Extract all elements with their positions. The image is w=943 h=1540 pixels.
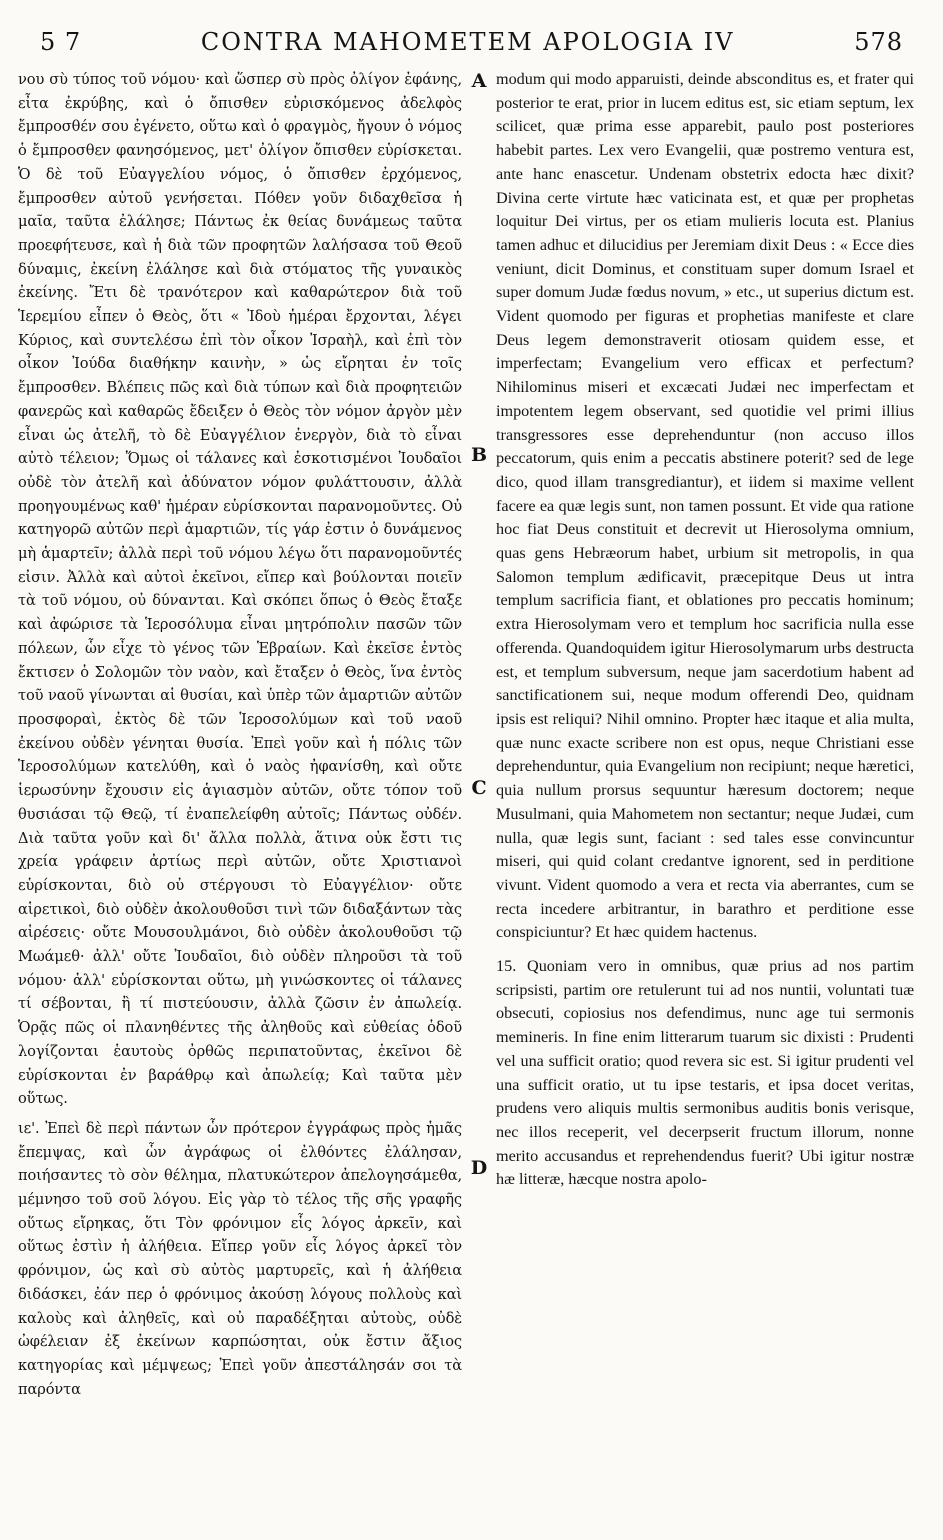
running-title: CONTRA MAHOMETEM APOLOGIA IV [200, 28, 735, 56]
latin-paragraph-1: modum qui modo apparuisti, deinde absconditus es, et frater qui posterior te erat, prior in lucem editus est, sic etiam septum, lex scilicet, quæ prima esse apparebit, paulo post posteriores habebit partes. Lex vero Evangelii, quæ postremo ventura est, ante hanc enascetur. Undenam obstetrix edocta hæc dixit? Divina certe virtute hæc vaticinata est, et quæ per prophetas loquitur Dei virtus, per os etiam mulieris locuta est. Planius tamen adhuc et dilucidius per Jeremiam dixit Deus : « Ecce dies veniunt, dicit Dominus, et constituam super domum Israel et super domum Judæ fœdus novum, » etc., ut superius dictum est. Vident quomodo per figuras et prophetias manifeste et clare Deus legem demonstraverit otiosam quidem esse, et imperfectam; Evangelium vero efficax et perfectum? Nihilominus miseri et excæcati Judæi nec imperfectam et impotentem legem observant, sed quotidie vel primi illius transgressores esse deprehenduntur (non accuso illos peccatorum, quis enim a peccatis abstinere poterit? sed de lege dico, quod illam transgrediantur), et iidem si maxime vellent facere ea quæ legis sunt, non tamen possunt. Et vide qua ratione hoc fiat Deus constituit et decrevit ut Hierosolyma omnium, quas gens Hebræorum habet, urbium sit metropolis, in qua Salomon templum ædificavit, præcepitque Deus ut intra templum sacrificia fiant, et oblationes pro peccatis hominum; extra Hierosolymam vero et templum hoc sacrificia nulla esse offerenda. Quandoquidem igitur Hierosolymarum urbs destructa est, et templum subversum, neque jam sacerdotium habent ad sanctificationem sui, neque modum offerendi Deo, quidnam ipsis est reliqui? Nihil omnino. Propter hæc itaque et alia multa, quæ nunc exacte scribere non est opus, neque Christiani esse deprehenduntur, quia Evangelium non recipiunt; neque hæretici, quia nullum prorsus sequuntur hæresum doctorem; neque Musulmani, quia Mahometem non sectantur; neque Judæi, cum nulla, quæ legis sunt, faciant : sed tales esse convincuntur miseri, qui quid colant credantve ignorent, sed in perditione vivunt. Vident quomodo a vera et recta via aberrantes, cum se recta incedere arbitrantur, in barathro et perditione esse conspiciuntur? Et hæc quidem hactenus. [496, 70, 914, 942]
greek-paragraph-2: ιε'. Ἐπεὶ δὲ περὶ πάντων ὧν πρότερον ἐγγράφως πρὸς ἡμᾶς ἔπεμψας, καὶ ὧν ἀγράφως οἱ ἐλθόντες ἐλάλησαν, ποιήσαντες τὸ σὸν θέλημα, πλατυκώτερον ἀπελογησάμεθα, μέμνησο τοῦ σοῦ λόγου. Εἰς γὰρ τὸ τέλος τῆς σῆς γραφῆς οὕτως εἴρηκας, ὅτι Τὸν φρόνιμον εἷς λόγος ἀρκεῖν, καὶ οὕτως ἐστὶν ἡ ἀλήθεια. Εἴπερ γοῦν εἷς λόγος ἀρκεῖ τὸν φρόνιμον, ὡς καὶ σὺ αὐτὸς μαρτυρεῖς, καὶ ἡ ἀλήθεια διδάσκει, ἐάν περ ὁ φρόνιμος ἀκούσῃ λόγους πολλοὺς καὶ καλοὺς καὶ ἀληθεῖς, καὶ οὐ παραδέξηται αὐτοὺς, οὐδὲ ὠφέλειαν ἐξ ἐκείνων καρπώσηται, οὐκ ἔστιν ἄξιος κατηγορίας καὶ μέμψεως; Ἐπεὶ γοῦν ἀπεστάλησάν σοι τὰ παρόντα [18, 1119, 462, 1398]
running-header [40, 28, 903, 62]
latin-paragraph-2: 15. Quoniam vero in omnibus, quæ prius ad nos partim scripsisti, partim ore retulerunt tui ad nos nuntii, voluntati tuæ obsecuti, copiosius nos defendimus, nunc age tui sermonis memineris. In fine enim litterarum tuarum sic dixisti : Prudenti vel una sufficit oratio; quod revera sic est. Si igitur prudenti vel una sufficit oratio, ut tu ipse testaris, et ipsa docet veritas, prudens vero aliquis multis sermonibus auditis bonis verisque, nec illos receperit, vel decerpserit fructum illorum, nonne merito accusandus et reprehendendus fuerit? Ubi igitur nostræ hæ litteræ, hæcque nostra apolo- [496, 957, 914, 1189]
margin-marker-a: A [471, 70, 487, 92]
greek-column [18, 68, 462, 1530]
margin-marker-b: B [470, 444, 488, 466]
page-number-right: 578 [854, 28, 903, 56]
margin-marker-c: C [471, 777, 487, 799]
latin-column [496, 68, 914, 1530]
page-number-left: 5 7 [40, 28, 82, 56]
margin-marker-d: D [470, 1157, 488, 1179]
greek-paragraph-1: νου σὺ τύπος τοῦ νόμου· καὶ ὥσπερ σὺ πρὸς ὀλίγον ἐφάνης, εἶτα ἐκρύβης, καὶ ὁ ὄπισθεν εὑρισκόμενος ἀδελφὸς ἔμπροσθέν σου ἐγένετο, οὕτω καὶ ὁ φραγμὸς, ἤγουν ὁ νόμος ὁ ἔμπροσθεν φανησόμενος, μετ' ὀλίγον ὄπισθεν εὑρίσκεται. Ὁ δὲ τοῦ Εὐαγγελίου νόμος, ὁ ὄπισθεν ἐρχόμενος, ἔμπροσθεν αὐτοῦ γενήσεται. Πόθεν γοῦν διδαχθεῖσα ἡ μαῖα, ταῦτα ἐλάλησε; Πάντως ἐκ θείας δυνάμεως ταῦτα προεφήτευσε, καὶ ἡ διὰ τῶν προφητῶν λαλήσασα τοῦ Θεοῦ δύναμις, ἐκείνη ἐλάλησε καὶ διὰ στόματος τῆς γυναικὸς ἐκείνης. Ἔτι δὲ τρανότερον καὶ καθαρώτερον διὰ τοῦ Ἱερεμίου εἶπεν ὁ Θεὸς, ὅτι « Ἰδοὺ ἡμέραι ἔρχονται, λέγει Κύριος, καὶ συντελέσω ἐπὶ τὸν οἶκον Ἰσραὴλ, καὶ ἐπὶ τὸν οἶκον Ἰούδα διαθήκην καινὴν, » ὡς εἴρηται ἐν τοῖς ἔμπροσθεν. Βλέπεις πῶς καὶ διὰ τύπων καὶ διὰ προφητειῶν φανερῶς καὶ καθαρῶς ἔδειξεν ὁ Θεὸς τὸν νόμον ἀργὸν μὲν εἶναι ὡς ἀτελῆ, τὸ δὲ Εὐαγγέλιον ἐνεργὸν, διὰ τὸ εἶναι αὐτὸ τέλειον; Ὅμως οἱ τάλανες καὶ ἐσκοτισμένοι Ἰουδαῖοι οὐδὲ τὸν ἀτελῆ καὶ ἀδύνατον νόμον φυλάττουσιν, ἀλλὰ προηγουμένως καθ' ἡμέραν εὑρίσκονται παρανομοῦντες. Οὐ κατηγορῶ αὐτῶν περὶ ἁμαρτιῶν, τίς γάρ ἐστιν ὁ δυνάμενος μὴ ἁμαρτεῖν; ἀλλὰ περὶ τοῦ νόμου λέγω ὅτι παρανομοῦντές εἰσιν. Ἀλλὰ καὶ αὐτοὶ ἐκεῖνοι, εἴπερ καὶ βούλονται ποιεῖν τὰ τοῦ νόμου, οὐ δύνανται. Καὶ σκόπει ὅπως ὁ Θεὸς ἔταξε καὶ ἀφώρισε τὰ Ἱεροσόλυμα εἶναι μητρόπολιν πασῶν τῶν πόλεων, ὧν εἶχε τὸ γένος τῶν Ἑβραίων. Καὶ ἐκεῖσε ἐντὸς ἔκτισεν ὁ Σολομῶν τὸν ναὸν, καὶ ἔταξεν ὁ Θεὸς, ἵνα ἐντὸς τοῦ ναοῦ γίνωνται αἱ θυσίαι, καὶ ὑπὲρ τῶν ἁμαρτιῶν αὐτῶν προσφοραὶ, ἐκτὸς δὲ τῶν Ἱεροσολύμων καὶ τοῦ ναοῦ ἐκείνου οὐδὲν γένηται θυσία. Ἐπεὶ γοῦν καὶ ἡ πόλις τῶν Ἱεροσολύμων κατελύθη, καὶ ὁ ναὸς ἠφανίσθη, καὶ οὔτε ἱερωσύνην ἔχουσιν εἰς ἁγιασμὸν αὐτῶν, οὔτε τόπον τοῦ θυσιάσαι τῷ Θεῷ, τί ἐναπελείφθη αὐτοῖς; Πάντως οὐδέν. Διὰ ταῦτα γοῦν καὶ δι' ἄλλα πολλὰ, ἅτινα οὐκ ἔστι τις χρεία γράφειν ἀρτίως περὶ αὐτῶν, οὔτε Χριστιανοὶ εὑρίσκονται, διὸ οὐ στέργουσι τὸ Εὐαγγέλιον· οὔτε αἱρετικοὶ, διὸ οὐδὲν ἀκολουθοῦσι τινὶ τῶν διδαξάντων τὰς αἱρέσεις· οὔτε Μουσουλμάνοι, διὸ οὐδὲν ἀκολουθοῦσι τῷ Μωάμεθ· ἀλλ' οὔτε Ἰουδαῖοι, διὸ οὐδὲν πληροῦσι τὰ τοῦ νόμου· ἀλλ' εὑρίσκονται οὕτω, μὴ γινώσκοντες οἱ τάλανες τί σέβονται, ἢ τί πιστεύουσιν, ἀλλὰ ζῶσιν ἐν ἀπωλείᾳ. Ὁρᾷς πῶς οἱ πλανηθέντες τῆς ἀληθοῦς καὶ εὐθείας ὁδοῦ λογίζονται ἑαυτοὺς ὀρθῶς περιπατοῦντας, ἐκεῖνοι δὲ εὑρίσκονται ἐν βαράθρῳ καὶ ἀπωλείᾳ; Καὶ ταῦτα μὲν οὕτως. [18, 71, 462, 1108]
